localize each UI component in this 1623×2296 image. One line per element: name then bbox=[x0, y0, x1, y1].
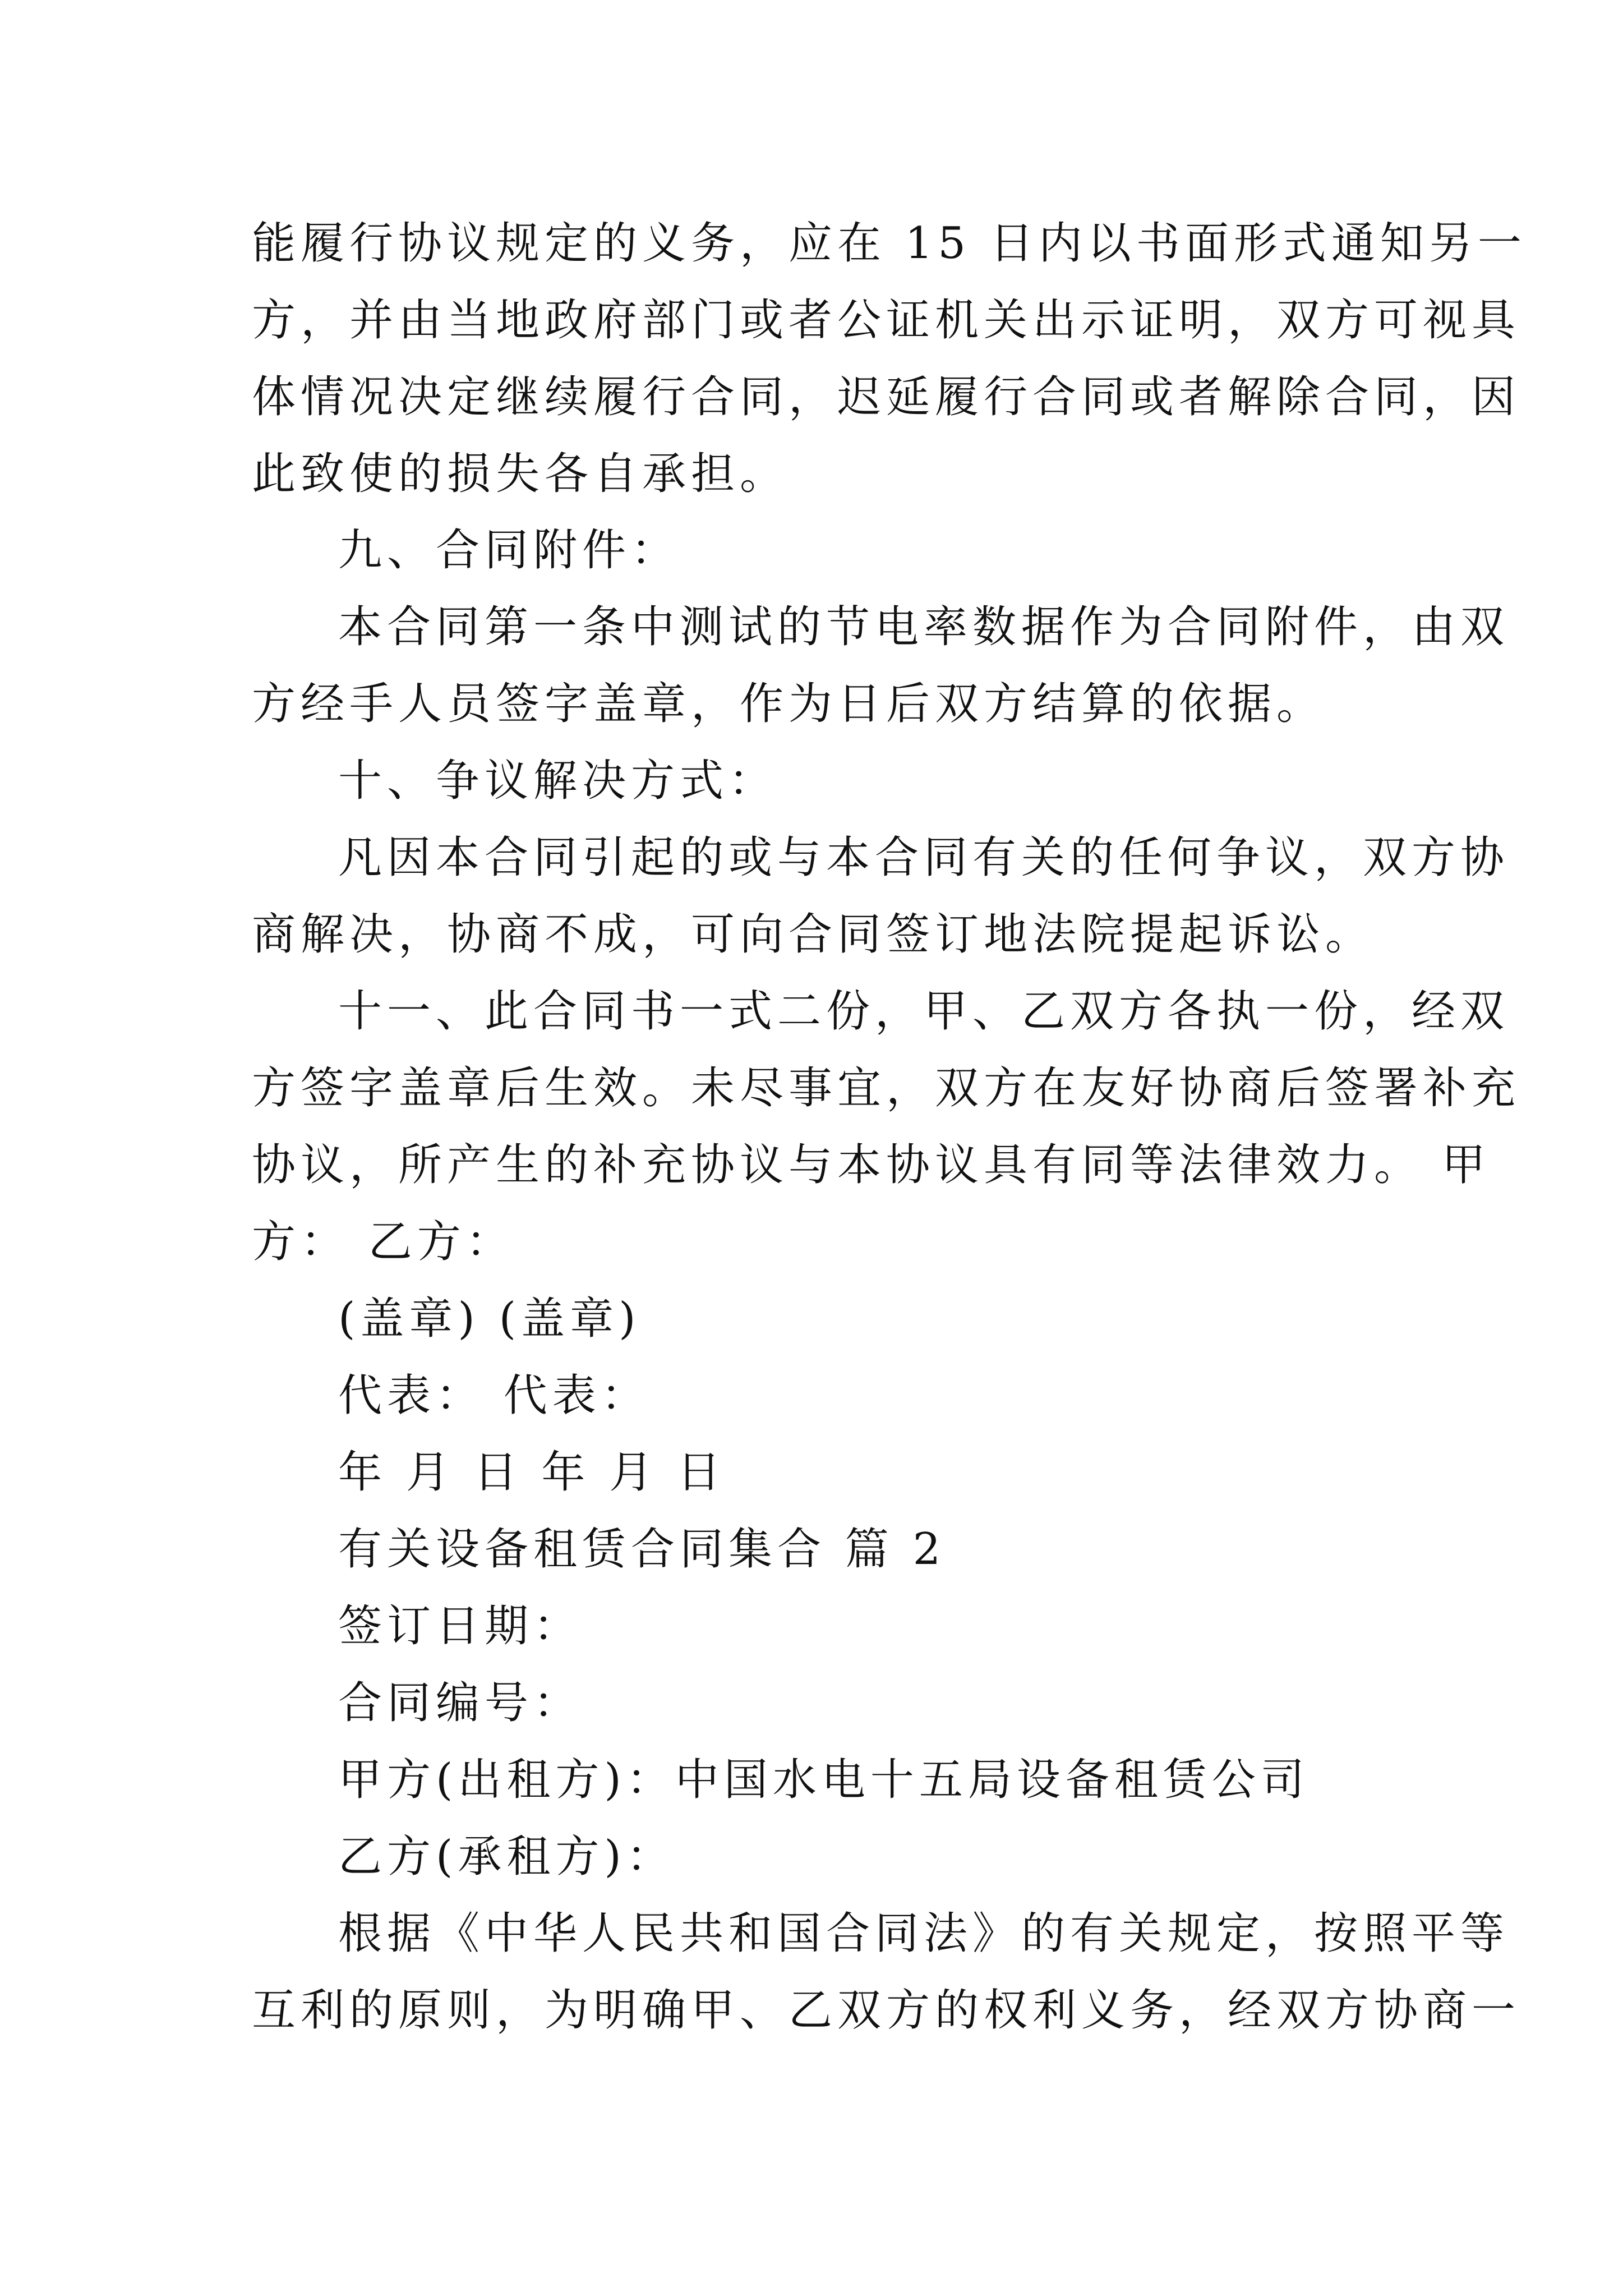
text-line: 商解决，协商不成，可向合同签订地法院提起诉讼。 bbox=[252, 909, 1375, 960]
text-line: 本合同第一条中测试的节电率数据作为合同附件，由双 bbox=[338, 602, 1510, 652]
date-line: 年 月 日 年 月 日 bbox=[338, 1447, 726, 1498]
text-line: 此致使的损失各自承担。 bbox=[252, 449, 789, 499]
text-line: 方签字盖章后生效。未尽事宜，双方在友好协商后签署补充 bbox=[252, 1063, 1521, 1114]
contract-number-field: 合同编号： bbox=[338, 1678, 583, 1728]
text-line: 方，并由当地政府部门或者公证机关出示证明，双方可视具 bbox=[252, 295, 1521, 346]
party-b-field: 乙方(承租方)： bbox=[338, 1832, 675, 1882]
text-line: 协议，所产生的补充协议与本协议具有同等法律效力。 甲 bbox=[252, 1140, 1491, 1190]
text-line: 体情况决定继续履行合同，迟延履行合同或者解除合同，因 bbox=[252, 372, 1521, 422]
party-a-field: 甲方(出租方)：中国水电十五局设备租赁公司 bbox=[338, 1755, 1310, 1805]
seal-line: (盖章) (盖章) bbox=[338, 1294, 641, 1344]
text-line: 根据《中华人民共和国合同法》的有关规定，按照平等 bbox=[338, 1908, 1510, 1959]
text-line: 互利的原则，为明确甲、乙双方的权利义务，经双方协商一 bbox=[252, 1985, 1521, 2036]
contract-title: 有关设备租赁合同集合 篇 2 bbox=[338, 1524, 946, 1575]
section-heading: 十、争议解决方式： bbox=[338, 756, 778, 806]
text-line: 十一、此合同书一式二份，甲、乙双方各执一份，经双 bbox=[338, 986, 1510, 1037]
text-line: 能履行协议规定的义务，应在 15 日内以书面形式通知另一 bbox=[252, 218, 1527, 269]
section-heading: 九、合同附件： bbox=[338, 525, 680, 576]
signature-parties-line: 方： 乙方： bbox=[252, 1217, 515, 1267]
text-line: 方经手人员签字盖章，作为日后双方结算的依据。 bbox=[252, 679, 1326, 729]
representative-line: 代表： 代表： bbox=[338, 1370, 650, 1421]
signing-date-field: 签订日期： bbox=[338, 1601, 583, 1651]
text-line: 凡因本合同引起的或与本合同有关的任何争议，双方协 bbox=[338, 832, 1510, 883]
